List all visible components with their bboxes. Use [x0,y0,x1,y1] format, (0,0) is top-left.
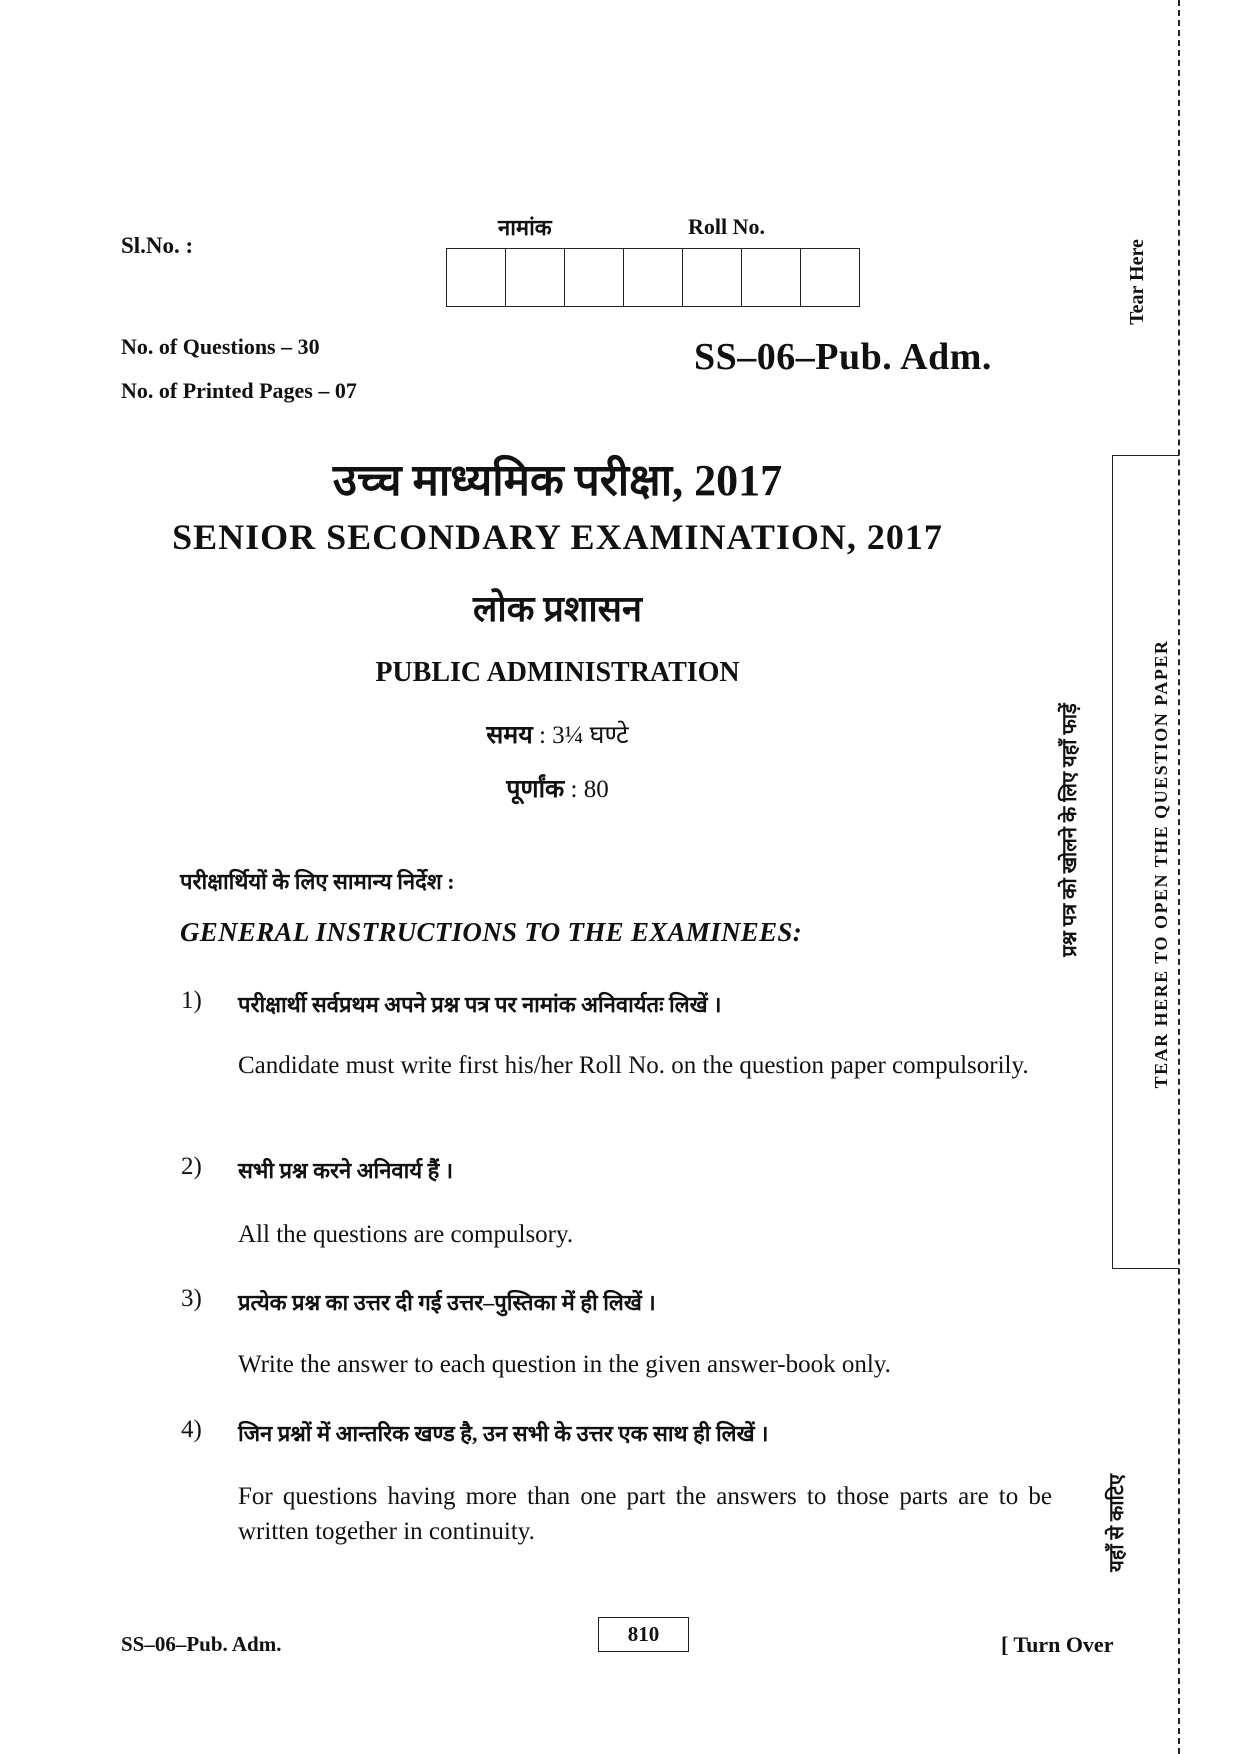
instruction-english: All the questions are compulsory. [238,1221,574,1248]
subject-title-english: PUBLIC ADMINISTRATION [375,657,740,688]
instruction-hindi: जिन प्रश्नों में आन्तरिक खण्ड है, उन सभी के उत्तर एक साथ ही लिखें । [238,1421,769,1446]
subject-title-hindi: लोक प्रशासन [473,589,642,629]
marks-value: : 80 [570,776,609,803]
exam-title-english: SENIOR SECONDARY EXAMINATION, 2017 [172,517,943,557]
roll-digit-box[interactable] [506,249,565,306]
number-of-printed-pages: No. of Printed Pages – 07 [121,378,357,403]
page-number: 810 [598,1617,689,1652]
roll-digit-box[interactable] [742,249,801,306]
instruction-hindi: परीक्षार्थी सर्वप्रथम अपने प्रश्न पत्र पर नामांक अनिवार्यतः लिखें । [238,992,722,1017]
instructions-heading-hindi: परीक्षार्थियों के लिए सामान्य निर्देश : [180,869,455,894]
tear-instruction-english: TEAR HERE TO OPEN THE QUESTION PAPER [1151,639,1171,1089]
roll-number-boxes[interactable] [446,248,860,307]
instruction-number: 1) [181,987,202,1014]
roll-digit-box[interactable] [801,249,859,306]
turn-over-note: [ Turn Over [1001,1632,1114,1657]
roll-digit-box[interactable] [683,249,742,306]
roll-number-hindi-label: नामांक [498,215,552,240]
exam-title-hindi: उच्च माध्यमिक परीक्षा, 2017 [332,456,783,505]
tear-here-label: Tear Here [1126,239,1148,325]
instruction-number: 2) [181,1153,202,1180]
instructions-heading-english: GENERAL INSTRUCTIONS TO THE EXAMINEES: [180,917,803,947]
instruction-hindi: सभी प्रश्न करने अनिवार्य हैं । [238,1158,454,1183]
maximum-marks [0,771,1115,805]
time-value: : 3¼ घण्टे [538,722,629,749]
marks-label: पूर्णांक [506,776,565,803]
time-allowed [0,717,1115,751]
cut-here-hindi-label: यहाँ से काटिए [1106,1474,1128,1572]
instruction-hindi: प्रत्येक प्रश्न का उत्तर दी गई उत्तर–पुस्तिका में ही लिखें । [238,1290,656,1315]
roll-number-label: Roll No. [688,214,765,239]
roll-digit-box[interactable] [624,249,683,306]
roll-digit-box[interactable] [565,249,624,306]
paper-code: SS–06–Pub. Adm. [694,336,992,378]
serial-number-label: Sl.No. : [121,233,194,258]
footer-paper-code: SS–06–Pub. Adm. [121,1632,282,1656]
instruction-number: 4) [181,1416,202,1443]
instruction-english: Candidate must write first his/her Roll No. on the question paper compulsorily. [238,1052,1029,1079]
roll-digit-box[interactable] [447,249,506,306]
tear-instruction-hindi: प्रश्न पत्र को खोलने के लिए यहाँ फाड़ें [1059,703,1081,957]
instruction-number: 3) [181,1285,202,1312]
number-of-questions: No. of Questions – 30 [121,334,320,359]
instruction-english: For questions having more than one part the answers to those parts are to be written together in continuity. [238,1483,1052,1545]
time-label: समय [486,722,533,749]
instruction-english: Write the answer to each question in the given answer-book only. [238,1351,891,1378]
